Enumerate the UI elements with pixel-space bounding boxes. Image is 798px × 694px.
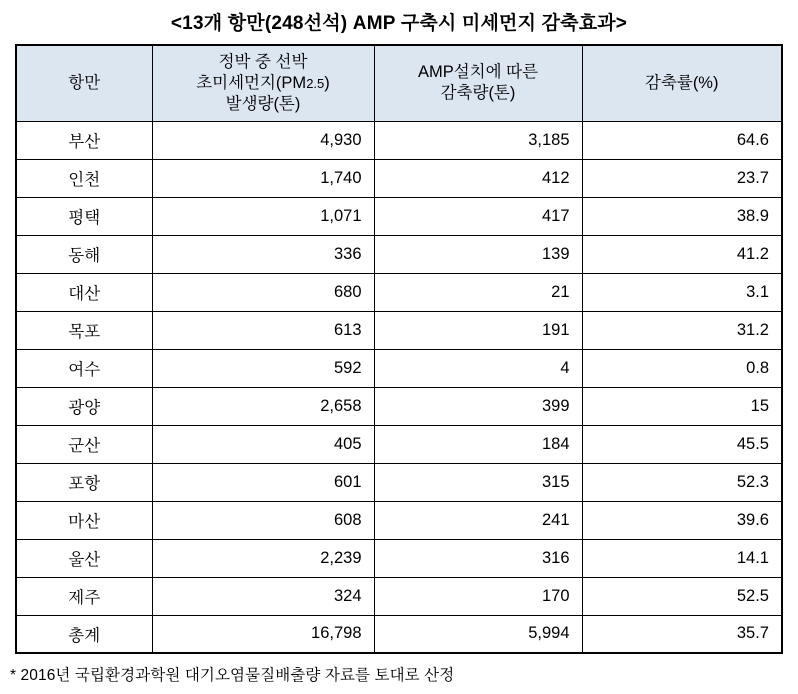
cell-reduction: 316 [374,539,582,577]
table-row [16,539,782,577]
cell-port: 동해 [16,235,152,273]
cell-emission: 336 [152,235,374,273]
cell-reduction: 399 [374,387,582,425]
table-row [16,425,782,463]
cell-rate: 45.5 [582,425,782,463]
cell-reduction: 3,185 [374,121,582,159]
cell-rate: 15 [582,387,782,425]
table-body [16,121,782,653]
cell-emission: 405 [152,425,374,463]
cell-port: 대산 [16,273,152,311]
cell-rate: 64.6 [582,121,782,159]
cell-reduction: 184 [374,425,582,463]
cell-rate: 41.2 [582,235,782,273]
column-header-emission-line3: 발생량(톤) [225,94,301,113]
column-header-emission-subscript: 2.5 [306,75,325,91]
cell-port: 인천 [16,159,152,197]
cell-rate: 23.7 [582,159,782,197]
cell-emission: 592 [152,349,374,387]
column-header-emission-line2-b: ) [324,73,330,92]
cell-emission: 2,239 [152,539,374,577]
cell-rate: 0.8 [582,349,782,387]
cell-emission: 4,930 [152,121,374,159]
cell-reduction: 412 [374,159,582,197]
cell-emission: 601 [152,463,374,501]
column-header-port: 항만 [16,45,152,121]
cell-port: 평택 [16,197,152,235]
footnote: * 2016년 국립환경과학원 대기오염물질배출량 자료를 토대로 산정 [10,667,455,684]
page-title: <13개 항만(248선석) AMP 구축시 미세먼지 감축효과> [170,13,628,34]
cell-reduction: 4 [374,349,582,387]
cell-port: 광양 [16,387,152,425]
cell-emission: 1,071 [152,197,374,235]
cell-reduction: 21 [374,273,582,311]
cell-rate: 14.1 [582,539,782,577]
table-row [16,501,782,539]
cell-reduction: 5,994 [374,615,582,653]
cell-port: 울산 [16,539,152,577]
cell-port: 제주 [16,577,152,615]
cell-rate: 52.5 [582,577,782,615]
column-header-emission [152,45,374,121]
table-header [16,45,782,121]
table-row [16,349,782,387]
cell-rate: 38.9 [582,197,782,235]
cell-port: 포항 [16,463,152,501]
column-header-rate: 감축률(%) [582,45,782,121]
amp-reduction-table [15,44,783,654]
cell-port: 부산 [16,121,152,159]
cell-reduction: 417 [374,197,582,235]
column-header-emission-line1: 정박 중 선박 [218,52,308,71]
cell-port: 총계 [16,615,152,653]
cell-emission: 1,740 [152,159,374,197]
table-row [16,159,782,197]
cell-reduction: 170 [374,577,582,615]
cell-rate: 3.1 [582,273,782,311]
cell-emission: 680 [152,273,374,311]
table-row-total [16,615,782,653]
cell-emission: 613 [152,311,374,349]
cell-port: 군산 [16,425,152,463]
table-row [16,463,782,501]
cell-rate: 52.3 [582,463,782,501]
cell-port: 목포 [16,311,152,349]
table-row [16,235,782,273]
table-row [16,121,782,159]
table-row [16,577,782,615]
cell-port: 마산 [16,501,152,539]
cell-reduction: 139 [374,235,582,273]
cell-emission: 2,658 [152,387,374,425]
column-header-reduction-line1: AMP설치에 따른 [417,63,539,82]
cell-emission: 16,798 [152,615,374,653]
table-row [16,197,782,235]
column-header-emission-line2-a: 초미세먼지(PM [196,73,307,92]
cell-rate: 39.6 [582,501,782,539]
cell-reduction: 241 [374,501,582,539]
cell-reduction: 191 [374,311,582,349]
column-header-emission-line2 [157,73,370,94]
table-header-row [16,45,782,121]
cell-rate: 35.7 [582,615,782,653]
column-header-reduction [374,45,582,121]
column-header-reduction-line2: 감축량(톤) [440,84,516,103]
cell-rate: 31.2 [582,311,782,349]
cell-emission: 324 [152,577,374,615]
cell-port: 여수 [16,349,152,387]
cell-emission: 608 [152,501,374,539]
table-row [16,273,782,311]
table-row [16,311,782,349]
cell-reduction: 315 [374,463,582,501]
table-row [16,387,782,425]
